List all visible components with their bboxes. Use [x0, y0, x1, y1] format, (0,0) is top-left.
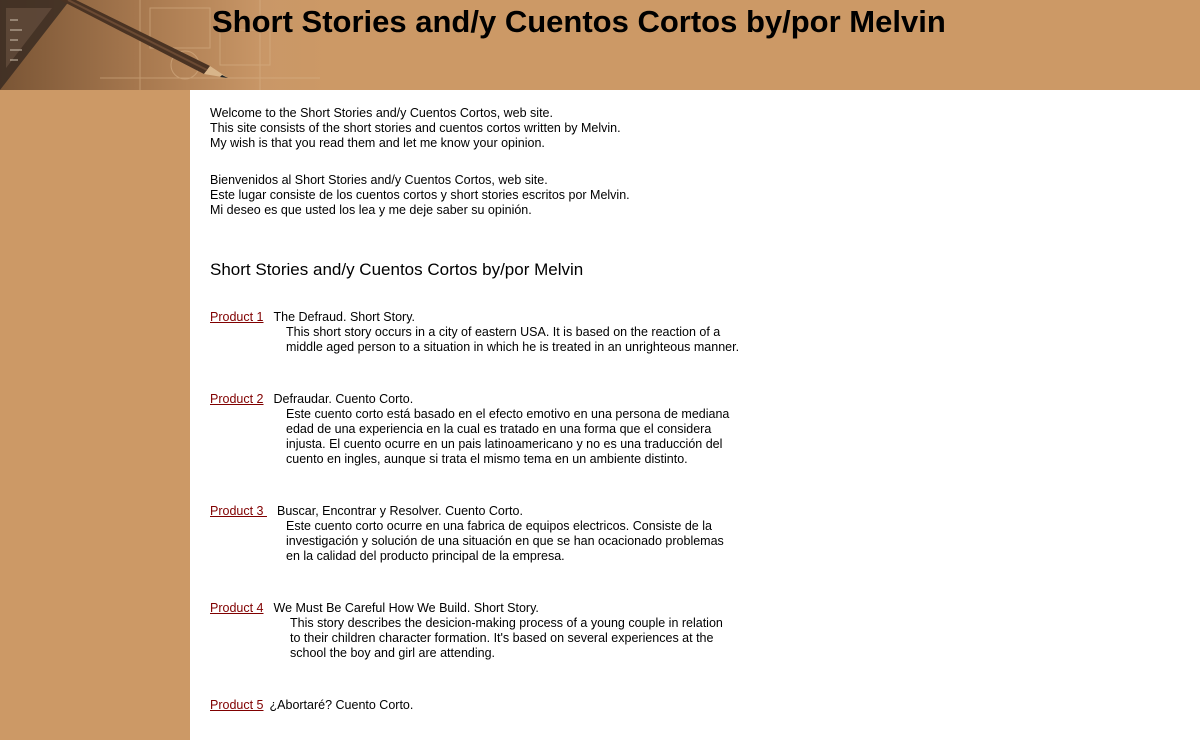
product-title: Buscar, Encontrar y Resolver. Cuento Corto.	[276, 504, 523, 518]
product-description	[286, 325, 1170, 355]
product-4-link[interactable]: Product 4	[210, 601, 264, 615]
product-2-link[interactable]: Product 2	[210, 392, 264, 406]
desc-line: cuento en ingles, aunque si trata el mismo tema en un ambiente distinto.	[286, 452, 688, 466]
desc-line: middle aged person to a situation in which he is treated in an unrighteous manner.	[286, 340, 740, 354]
intro-line: This site consists of the short stories and cuentos cortos written by Melvin.	[210, 121, 621, 135]
product-description	[290, 616, 1170, 661]
main-content	[210, 106, 1170, 713]
product-list	[210, 310, 1170, 713]
product-item-4	[210, 601, 1170, 661]
intro-line: Welcome to the Short Stories and/y Cuentos Cortos, web site.	[210, 106, 553, 120]
product-description	[286, 519, 1170, 564]
intro-english	[210, 106, 1170, 151]
section-heading: Short Stories and/y Cuentos Cortos by/por Melvin	[210, 260, 584, 279]
intro-spanish	[210, 173, 1170, 218]
product-5-link[interactable]: Product 5	[210, 698, 264, 712]
intro-line: My wish is that you read them and let me know your opinion.	[210, 136, 545, 150]
desc-line: This short story occurs in a city of eastern USA. It is based on the reaction of a	[286, 325, 721, 339]
product-title: ¿Abortaré? Cuento Corto.	[269, 698, 414, 712]
product-title: The Defraud. Short Story.	[273, 310, 416, 324]
left-sidebar	[0, 90, 190, 740]
desc-line: Este cuento corto ocurre en una fabrica de equipos electricos. Consiste de la	[286, 519, 712, 533]
page-header	[0, 0, 1200, 90]
product-title: Defraudar. Cuento Corto.	[273, 392, 414, 406]
product-item-5	[210, 698, 1170, 713]
desc-line: Este cuento corto está basado en el efecto emotivo en una persona de mediana	[286, 407, 730, 421]
desc-line: to their children character formation. It's based on several experiences at the	[290, 631, 714, 645]
product-description	[286, 407, 1170, 467]
product-item-3	[210, 504, 1170, 564]
desc-line: investigación y solución de una situación en que se han ocacionado problemas	[286, 534, 724, 548]
intro-line: Este lugar consiste de los cuentos cortos y short stories escritos por Melvin.	[210, 188, 630, 202]
product-item-1	[210, 310, 1170, 355]
product-item-2	[210, 392, 1170, 467]
product-title: We Must Be Careful How We Build. Short Story.	[273, 601, 539, 615]
desc-line: school the boy and girl are attending.	[290, 646, 495, 660]
desc-line: This story describes the desicion-making process of a young couple in relation	[290, 616, 723, 630]
desc-line: injusta. El cuento ocurre en un pais latinoamericano y no es una traducción del	[286, 437, 723, 451]
site-title: Short Stories and/y Cuentos Cortos by/por Melvin	[212, 4, 946, 39]
intro-line: Bienvenidos al Short Stories and/y Cuentos Cortos, web site.	[210, 173, 548, 187]
intro-line: Mi deseo es que usted los lea y me deje saber su opinión.	[210, 203, 532, 217]
desc-line: en la calidad del producto principal de la empresa.	[286, 549, 565, 563]
product-3-link[interactable]: Product 3	[210, 504, 267, 518]
product-1-link[interactable]: Product 1	[210, 310, 264, 324]
desc-line: edad de una experiencia en la cual es tratado en una forma que el considera	[286, 422, 712, 436]
